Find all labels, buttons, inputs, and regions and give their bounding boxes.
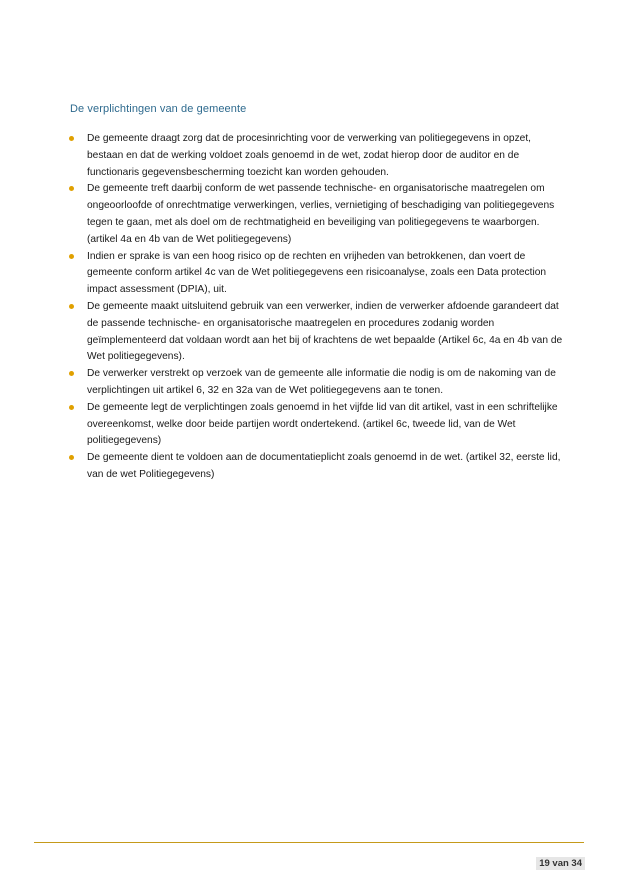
- bullet-icon: [69, 186, 74, 191]
- bullet-icon: [69, 304, 74, 309]
- bullet-icon: [69, 405, 74, 410]
- list-item: [68, 131, 564, 181]
- bullet-icon: [69, 371, 74, 376]
- list-item: [68, 299, 564, 366]
- bullet-icon: [69, 254, 74, 259]
- list-item-text: Indien er sprake is van een hoog risico op de rechten en vrijheden van betrokkenen, dan voert de gemeente conform artikel 4c van de Wet politiegegevens een risicoanalyse, zoals een Data protection impact assessment (DPIA), uit.: [87, 250, 547, 296]
- list-item: [68, 366, 564, 400]
- list-item: [68, 249, 564, 299]
- obligations-list: [68, 131, 564, 484]
- list-item-text: De gemeente legt de verplichtingen zoals genoemd in het vijfde lid van dit artikel, vast in een schriftelijke overeenkomst, welke door beide partijen wordt ondertekend. (artikel 6c, tweede lid, van de Wet politiegegevens): [87, 401, 558, 447]
- list-item: [68, 450, 564, 484]
- section-heading: De verplichtingen van de gemeente: [70, 103, 247, 115]
- footer-divider: [34, 842, 584, 843]
- list-item: [68, 181, 564, 248]
- list-item: [68, 400, 564, 450]
- list-item-text: De gemeente draagt zorg dat de procesinrichting voor de verwerking van politiegegevens in opzet, bestaan en dat de werking voldoet zoals genoemd in de wet, zodat hierop door de auditor en de functionaris gegevensbescherming toezicht kan worden gehouden.: [87, 133, 531, 178]
- list-item-text: De verwerker verstrekt op verzoek van de gemeente alle informatie die nodig is om de nakoming van de verplichtingen uit artikel 6, 32 en 32a van de Wet politiegegevens aan te tonen.: [87, 368, 556, 396]
- list-item-text: De gemeente treft daarbij conform de wet passende technische- en organisatorische maatregelen om ongeoorloofde of onrechtmatige verwerkingen, verlies, vernietiging of beschadiging van politiegegevens tegen te gaan, met als doel om de rechtmatigheid en beveiliging van politiegegevens te waarborgen. (artikel 4a en 4b van de Wet politiegegevens): [87, 183, 555, 245]
- list-item-text: De gemeente maakt uitsluitend gebruik van een verwerker, indien de verwerker afdoende garandeert dat de passende technische- en organisatorische maatregelen en procedures zodanig worden geïmplementeerd dat voldaan wordt aan het bij of krachtens de wet bepaalde (Artikel 6c, 4a en 4b van de Wet politiegegevens).: [87, 300, 563, 363]
- page-number: 19 van 34: [536, 857, 585, 870]
- bullet-icon: [69, 136, 74, 141]
- bullet-icon: [69, 455, 74, 460]
- list-item-text: De gemeente dient te voldoen aan de documentatieplicht zoals genoemd in de wet. (artikel 32, eerste lid, van de wet Politiegegevens): [87, 452, 561, 480]
